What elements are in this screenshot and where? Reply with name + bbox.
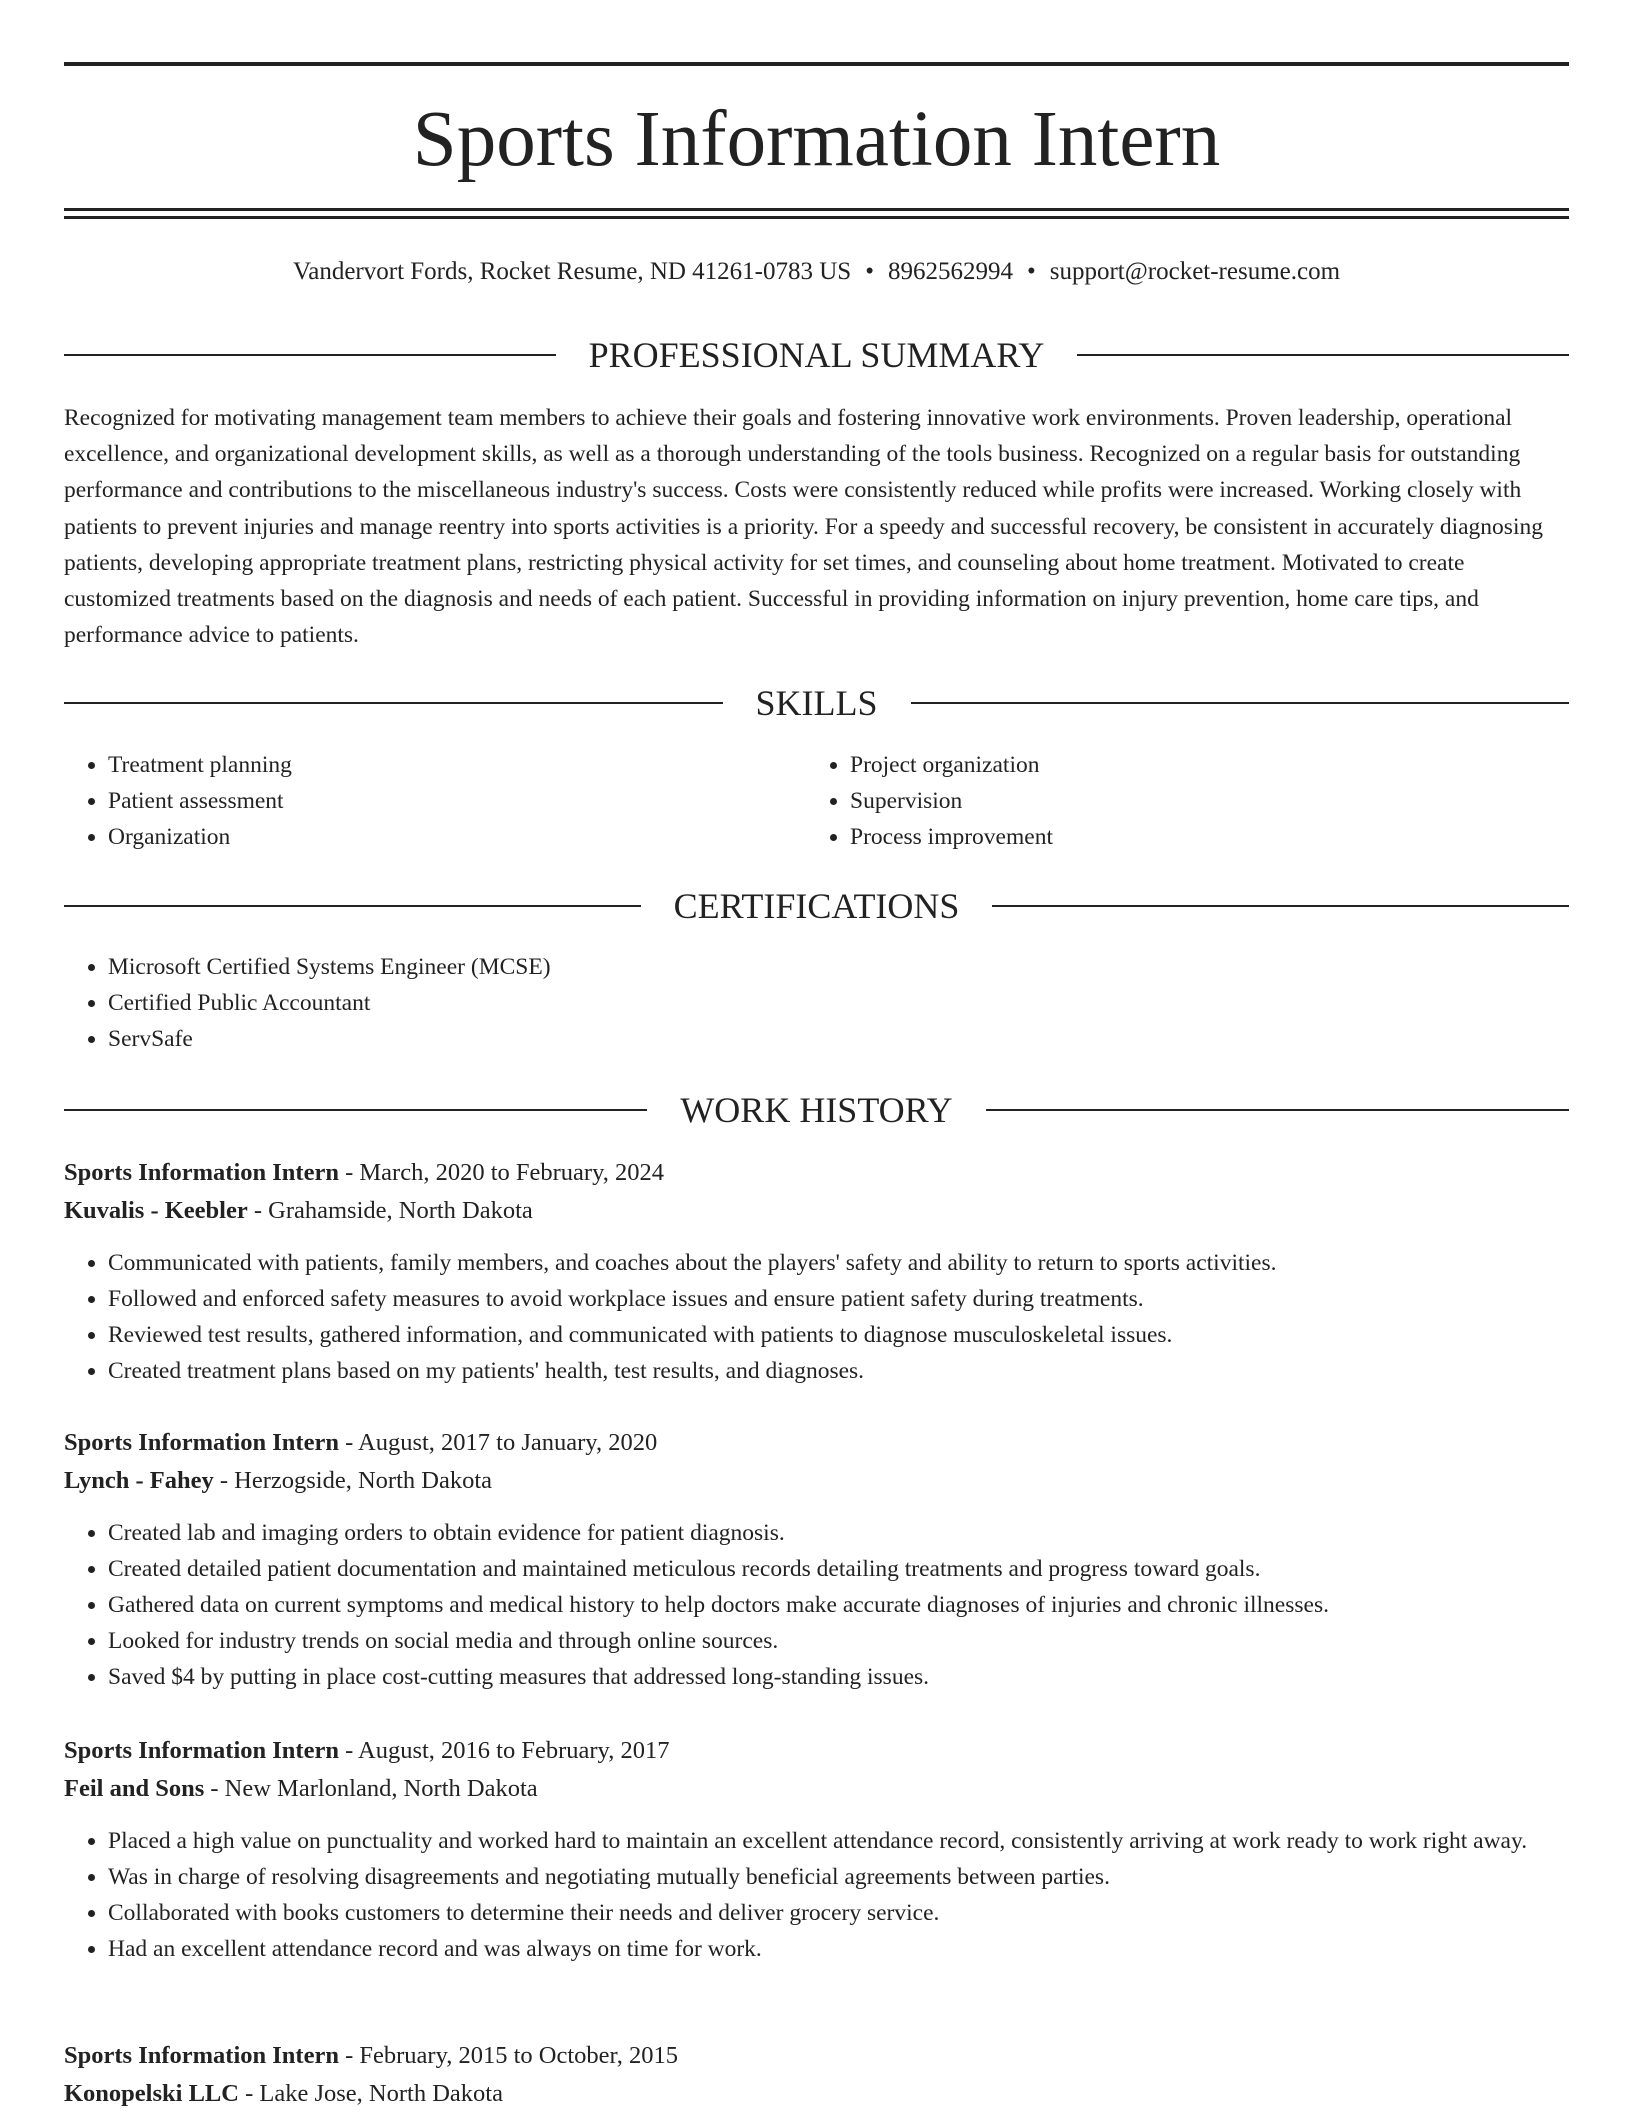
skills-list: [64, 747, 1569, 855]
contact-address: Vandervort Fords, Rocket Resume, ND 41261-0783 US: [292, 258, 852, 285]
heading-rule-left: [64, 354, 556, 356]
job-dates: - August, 2016 to February, 2017: [338, 1737, 670, 1764]
job-duty: • Created detailed patient documentation and maintained meticulous records detailing treatments and progress toward goals.: [108, 1551, 1569, 1587]
summary-title: PROFESSIONAL SUMMARY: [588, 335, 1045, 375]
job-duty: • Placed a high value on punctuality and worked hard to maintain an excellent attendance record, consistently arriving at work ready to work right away.: [108, 1823, 1569, 1859]
summary-text: Recognized for motivating management team members to achieve their goals and fostering innovative work environments. Proven leadership, operational excellence, and organizational development skills, as well as a thorough understanding of the tools business. Recognized on a regular basis for outstanding performance and contributions to the miscellaneous industry's success. Costs were consistently reduced while profits were increased. Working closely with patients to prevent injuries and manage reentry into sports activities is a priority. For a speedy and successful recovery, be consistent in accurately diagnosing patients, developing appropriate treatment plans, restricting physical activity for set times, and counseling about home treatment. Motivated to create customized treatments based on the diagnosis and needs of each patient. Successful in providing information on injury prevention, home care tips, and performance advice to patients.: [64, 405, 1543, 649]
heading-rule-right: [986, 1109, 1569, 1111]
certification-item: • Certified Public Accountant: [108, 985, 1569, 1021]
header-rule-upper: [64, 208, 1569, 211]
header-rule-lower: [64, 216, 1569, 219]
skill-item: • Patient assessment: [108, 783, 806, 819]
work-title: WORK HISTORY: [680, 1090, 953, 1130]
job-dates: - March, 2020 to February, 2024: [338, 1159, 664, 1186]
job-location: - Lake Jose, North Dakota: [238, 2080, 503, 2107]
job-company-line: [64, 1462, 1569, 1500]
job-dates: - February, 2015 to October, 2015: [338, 2042, 678, 2069]
job-title-line: [64, 1732, 1569, 1770]
job-duty: • Followed and enforced safety measures to avoid workplace issues and ensure patient safety during treatments.: [108, 1281, 1569, 1317]
certifications-section-heading: [64, 884, 1569, 928]
resume-name: Sports Information Intern: [412, 96, 1221, 183]
job-title: Sports Information Intern: [64, 1159, 339, 1186]
heading-rule-left: [64, 905, 641, 907]
skill-item: • Process improvement: [850, 819, 1548, 855]
job-duties: [64, 1823, 1569, 1967]
job-company-line: [64, 1770, 1569, 1808]
job-entry: [64, 1154, 1569, 1389]
job-duty: • Had an excellent attendance record and was always on time for work.: [108, 1931, 1569, 1967]
job-entry: [64, 1424, 1569, 1695]
work-section-heading: [64, 1088, 1569, 1132]
job-company: Feil and Sons: [64, 1775, 205, 1802]
heading-rule-left: [64, 702, 723, 704]
top-rule: [64, 62, 1569, 66]
skills-section-heading: [64, 681, 1569, 725]
certification-item: • ServSafe: [108, 1021, 1569, 1057]
job-company-line: [64, 2075, 1569, 2113]
job-duties: [64, 1245, 1569, 1389]
job-company: Lynch - Fahey: [64, 1467, 214, 1494]
contact-separator: •: [1026, 258, 1036, 285]
skill-item: • Supervision: [850, 783, 1548, 819]
certifications-title: CERTIFICATIONS: [673, 886, 960, 926]
job-location: - New Marlonland, North Dakota: [204, 1775, 538, 1802]
job-entry: [64, 1732, 1569, 1967]
heading-rule-right: [1077, 354, 1569, 356]
contact-separator: •: [865, 258, 874, 285]
job-duties: [64, 1515, 1569, 1695]
job-dates: - August, 2017 to January, 2020: [338, 1429, 658, 1456]
contact-phone: 8962562994: [887, 258, 1013, 285]
job-title: Sports Information Intern: [64, 1737, 339, 1764]
certification-item: • Microsoft Certified Systems Engineer (MCSE): [108, 949, 1569, 985]
job-title-line: [64, 2037, 1569, 2075]
job-title-line: [64, 1424, 1569, 1462]
job-duty: • Saved $4 by putting in place cost-cutting measures that addressed long-standing issues.: [108, 1659, 1569, 1695]
job-duty: • Created treatment plans based on my patients' health, test results, and diagnoses.: [108, 1353, 1569, 1389]
job-title: Sports Information Intern: [64, 1429, 339, 1456]
job-duty: • Gathered data on current symptoms and medical history to help doctors make accurate diagnoses of injuries and chronic illnesses.: [108, 1587, 1569, 1623]
job-duty: • Created lab and imaging orders to obtain evidence for patient diagnosis.: [108, 1515, 1569, 1551]
job-title: Sports Information Intern: [64, 2042, 339, 2069]
heading-rule-right: [992, 905, 1569, 907]
certifications-list: [64, 949, 1569, 1057]
job-company: Konopelski LLC: [64, 2080, 239, 2107]
skills-column-left: [64, 747, 806, 855]
skill-item: • Treatment planning: [108, 747, 806, 783]
job-location: - Herzogside, North Dakota: [213, 1467, 493, 1494]
skill-item: • Project organization: [850, 747, 1548, 783]
job-duty: • Collaborated with books customers to determine their needs and deliver grocery service.: [108, 1895, 1569, 1931]
heading-rule-right: [911, 702, 1570, 704]
contact-line: [64, 255, 1569, 289]
heading-rule-left: [64, 1109, 647, 1111]
skill-item: • Organization: [108, 819, 806, 855]
job-location: - Grahamside, North Dakota: [247, 1197, 533, 1224]
job-duty: • Reviewed test results, gathered information, and communicated with patients to diagnose musculoskeletal issues.: [108, 1317, 1569, 1353]
contact-email: support@rocket-resume.com: [1049, 258, 1341, 285]
job-company-line: [64, 1192, 1569, 1230]
job-company: Kuvalis - Keebler: [64, 1197, 248, 1224]
job-title-line: [64, 1154, 1569, 1192]
job-duty: • Communicated with patients, family members, and coaches about the players' safety and ability to return to sports activities.: [108, 1245, 1569, 1281]
skills-column-right: [806, 747, 1548, 855]
job-entry: [64, 2037, 1569, 2113]
summary-section-heading: [64, 333, 1569, 377]
job-duty: • Was in charge of resolving disagreements and negotiating mutually beneficial agreements between parties.: [108, 1859, 1569, 1895]
job-duty: • Looked for industry trends on social media and through online sources.: [108, 1623, 1569, 1659]
skills-title: SKILLS: [755, 683, 878, 723]
